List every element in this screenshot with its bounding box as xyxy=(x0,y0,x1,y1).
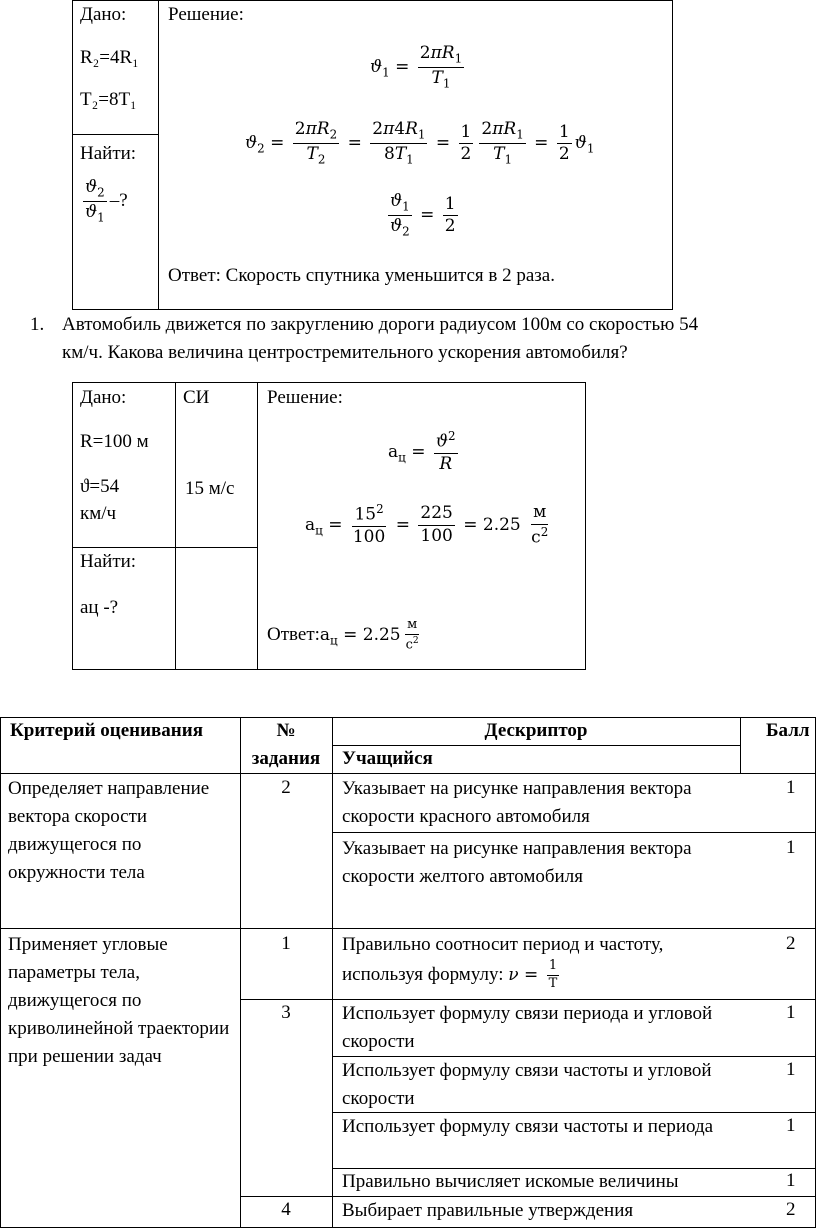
score: 1 xyxy=(786,777,796,798)
formula-ratio: $\frac{ϑ_1}{ϑ_2}$ = $\frac{1}{2}$ xyxy=(390,191,456,239)
criterion-2: Применяет угловые параметры тела, движущегося по криволинейной траектории при решении задач xyxy=(8,934,230,1067)
task-text-line2: км/ч. Какова величина центростремительного ускорения автомобиля? xyxy=(62,342,628,363)
score: 1 xyxy=(786,1170,796,1191)
score: 1 xyxy=(786,1002,796,1023)
criterion-1: Определяет направление вектора скорости движущегося по окружности тела xyxy=(8,778,210,883)
header-criterion: Критерий оценивания xyxy=(10,720,203,741)
given-label: Дано: xyxy=(80,387,127,408)
answer: $Ответ:a_ц = 2.25$ $\frac{м}{с^2}$ xyxy=(267,617,419,653)
formula-acceleration: $a_ц$ = $\frac{ϑ^2}{R}$ xyxy=(388,429,456,475)
task-text-line1: Автомобиль движется по закруглению дороги радиусом 100м со скоростью 54 xyxy=(62,314,699,335)
solution-label: Решение: xyxy=(168,4,244,25)
given-speed-unit: км/ч xyxy=(80,503,117,524)
descriptor: Выбирает правильные утверждения xyxy=(342,1200,634,1221)
score: 1 xyxy=(786,837,796,858)
task-no: 2 xyxy=(281,777,291,798)
given-t-relation: T₂=8T₁ xyxy=(80,89,137,110)
given-r-relation: R₂=4R₁ xyxy=(80,47,139,68)
task-no: 1 xyxy=(281,933,291,954)
descriptor: Указывает на рисунке направления вектора скорости красного автомобиля xyxy=(342,778,692,827)
header-task-no: № xyxy=(276,720,296,741)
find-value: aц -? xyxy=(80,597,119,618)
descriptor: Правильно соотносит период и частоту, используя формулу: ν = $\frac{1}{Т}$ xyxy=(342,934,664,991)
find-label: Найти: xyxy=(80,143,137,164)
solution-label: Решение: xyxy=(267,387,343,408)
task-no: 4 xyxy=(281,1199,291,1220)
si-label: СИ xyxy=(183,387,210,408)
header-score: Балл xyxy=(766,720,810,741)
descriptor: Использует формулу связи частоты и периода xyxy=(342,1116,714,1137)
task-number: 1. xyxy=(30,314,45,335)
descriptor: Использует формулу связи периода и угловой скорости xyxy=(342,1003,713,1052)
header-task-no-2: задания xyxy=(251,748,321,769)
descriptor: Правильно вычисляет искомые величины xyxy=(342,1171,679,1192)
formula-v1: $ϑ_1$ = $\frac{2\pi R_1}{T_1}$ xyxy=(370,43,463,91)
header-descriptor: Дескриптор xyxy=(484,720,588,741)
score: 2 xyxy=(786,933,796,954)
frequency-formula: ν = $\frac{1}{Т}$ xyxy=(508,958,558,991)
header-student: Учащийся xyxy=(342,748,433,769)
find-ratio: $\frac{ϑ_2}{ϑ_1}$ –? xyxy=(85,177,128,225)
given-radius: R=100 м xyxy=(80,431,149,452)
given-speed: ϑ=54 xyxy=(80,476,120,497)
si-speed: 15 м/с xyxy=(185,478,235,499)
formula-v2: $ϑ_2$ = $\frac{2\pi R_2}{T_2}$ = $\frac{2\pi 4R_1}{8T_1}$ = $\frac{1}{2}$ $\frac{2\pi R_1}{T_1}$ = $\frac{1}{2}$ $ϑ_1$ xyxy=(245,119,595,167)
score: 1 xyxy=(786,1115,796,1136)
descriptor: Указывает на рисунке направления вектора скорости желтого автомобиля xyxy=(342,838,692,887)
formula-calculation: $a_ц$ = $\frac{15^2}{100}$ = $\frac{225}{100}$ = 2.25 $\frac{м}{с^2}$ xyxy=(305,502,549,548)
find-label: Найти: xyxy=(80,551,137,572)
descriptor: Использует формулу связи частоты и угловой скорости xyxy=(342,1060,712,1109)
score: 2 xyxy=(786,1199,796,1220)
answer-text: Ответ: Скорость спутника уменьшится в 2 раза. xyxy=(168,265,555,286)
score: 1 xyxy=(786,1059,796,1080)
task-no: 3 xyxy=(281,1002,291,1023)
given-label: Дано: xyxy=(80,4,127,25)
